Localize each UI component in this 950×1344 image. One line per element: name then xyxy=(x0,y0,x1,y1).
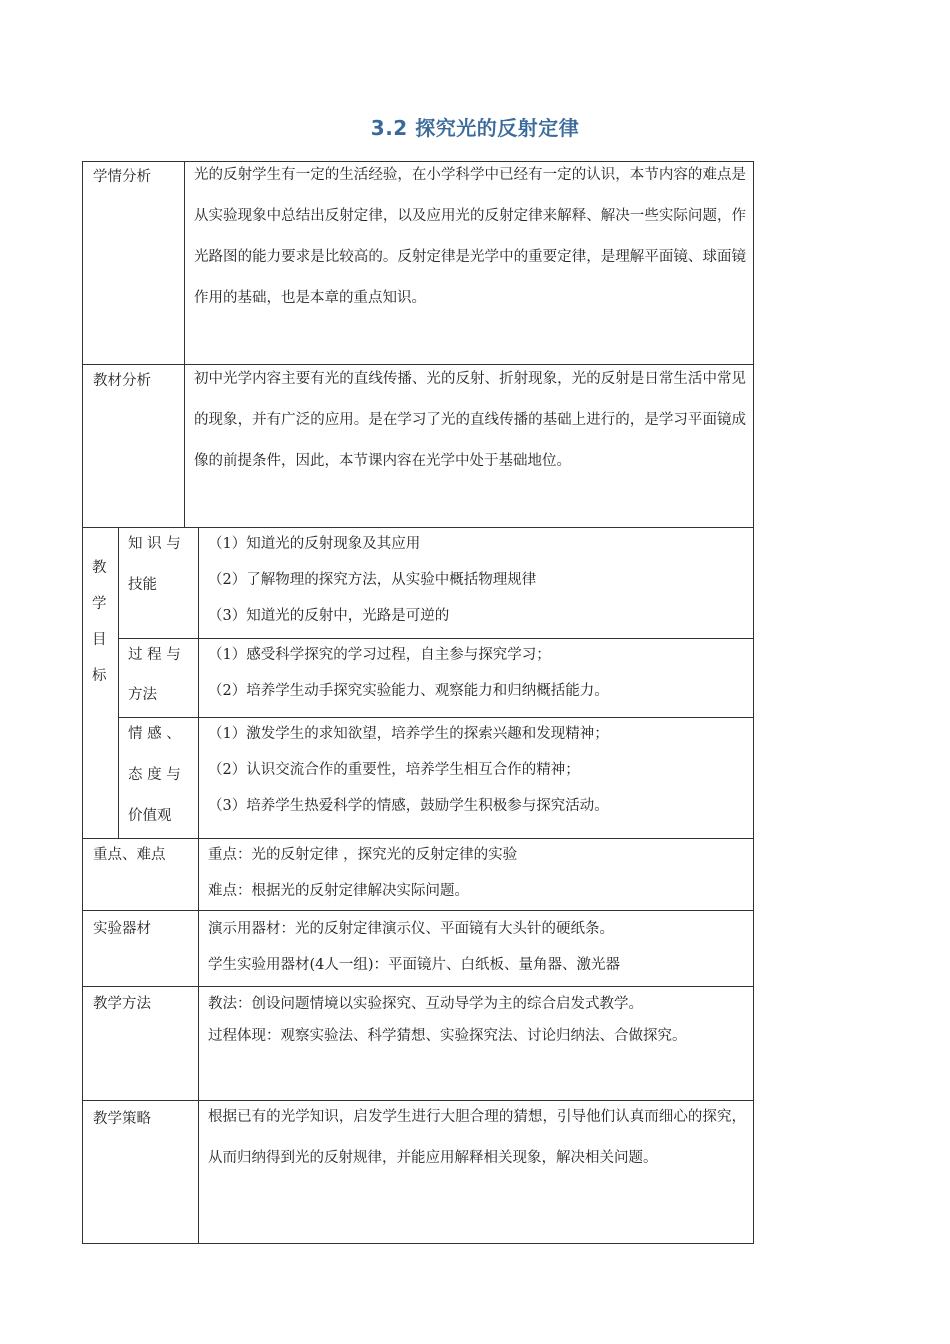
knowledge-item: （1）知道光的反射现象及其应用 xyxy=(208,536,421,552)
equipment-line: 演示用器材：光的反射定律演示仪、平面镜有大头针的硬纸条。 xyxy=(208,921,614,937)
emotion-values-label: 态 度 与 xyxy=(128,767,181,783)
row-label-equipment: 实验器材 xyxy=(93,921,151,937)
equipment-line: 学生实验用器材(4人一组)：平面镜片、白纸板、量角器、激光器 xyxy=(208,957,621,973)
row-divider xyxy=(82,986,754,987)
row-divider xyxy=(82,910,754,911)
knowledge-item: （3）知道光的反射中，光路是可逆的 xyxy=(208,608,450,624)
emotion-item: （2）认识交流合作的重要性，培养学生相互合作的精神； xyxy=(208,762,580,778)
emotion-values-label: 情 感 、 xyxy=(128,726,181,742)
process-item: （2）培养学生动手探究实验能力、观察能力和归纳概括能力。 xyxy=(208,683,609,699)
objectives-label-char: 学 xyxy=(92,596,107,612)
teaching-method-line: 教法：创设问题情境以实验探究、互动导学为主的综合启发式教学。 xyxy=(208,996,643,1012)
column-divider xyxy=(184,161,185,528)
row-divider xyxy=(82,527,754,528)
column-divider xyxy=(198,527,199,1244)
table-border-left xyxy=(82,161,83,1244)
row-label-teaching-methods: 教学方法 xyxy=(93,996,151,1012)
textbook-analysis-text: 初中光学内容主要有光的直线传播、光的反射、折射现象，光的反射是日常生活中常见的现象，并有广泛的应用。是在学习了光的直线传播的基础上进行的，是学习平面镜成像的前提条件，因此，本节课内容在光学中处于基础地位。 xyxy=(194,371,746,469)
difficult-point-line: 难点：根据光的反射定律解决实际问题。 xyxy=(208,883,469,899)
key-point-line: 重点：光的反射定律 ，探究光的反射定律的实验 xyxy=(208,847,518,863)
teaching-strategy-text: 根据已有的光学知识，启发学生进行大胆合理的猜想，引导他们认真而细心的探究，从而归纳得到光的反射规律，并能应用解释相关现象，解决相关问题。 xyxy=(208,1109,746,1166)
student-analysis-text: 光的反射学生有一定的生活经验，在小学科学中已经有一定的认识，本节内容的难点是从实验现象中总结出反射定律，以及应用光的反射定律来解释、解决一些实际问题，作光路图的能力要求是比较高的。反射定律是光学中的重要定律，是理解平面镜、球面镜作用的基础，也是本章的重点知识。 xyxy=(194,167,746,306)
emotion-item: （3）培养学生热爱科学的情感，鼓励学生积极参与探究活动。 xyxy=(208,798,609,814)
process-methods-label: 过 程 与 xyxy=(128,647,181,663)
emotion-values-label: 价值观 xyxy=(128,808,172,824)
row-label-textbook-analysis: 教材分析 xyxy=(93,373,151,389)
column-divider xyxy=(118,527,119,839)
row-divider xyxy=(118,638,754,639)
knowledge-skills-label: 技能 xyxy=(128,577,157,593)
objectives-label-char: 目 xyxy=(92,632,107,648)
row-label-key-points: 重点、难点 xyxy=(93,847,166,863)
objectives-label-char: 教 xyxy=(92,560,107,576)
knowledge-skills-label: 知 识 与 xyxy=(128,536,181,552)
knowledge-item: （2）了解物理的探究方法，从实验中概括物理规律 xyxy=(208,572,537,588)
row-label-student-analysis: 学情分析 xyxy=(93,169,151,185)
page-title: 3.2 探究光的反射定律 xyxy=(370,116,580,140)
row-divider xyxy=(82,838,754,839)
table-border-right xyxy=(753,161,754,1244)
teaching-method-line: 过程体现：观察实验法、科学猜想、实验探究法、讨论归纳法、合做探究。 xyxy=(208,1028,687,1044)
emotion-item: （1）激发学生的求知欲望，培养学生的探索兴趣和发现精神； xyxy=(208,726,609,742)
row-divider xyxy=(118,717,754,718)
process-item: （1）感受科学探究的学习过程，自主参与探究学习； xyxy=(208,647,551,663)
row-label-teaching-strategy: 教学策略 xyxy=(93,1111,151,1127)
process-methods-label: 方法 xyxy=(128,687,157,703)
table-border-bottom xyxy=(82,1243,754,1244)
objectives-label-char: 标 xyxy=(92,668,107,684)
